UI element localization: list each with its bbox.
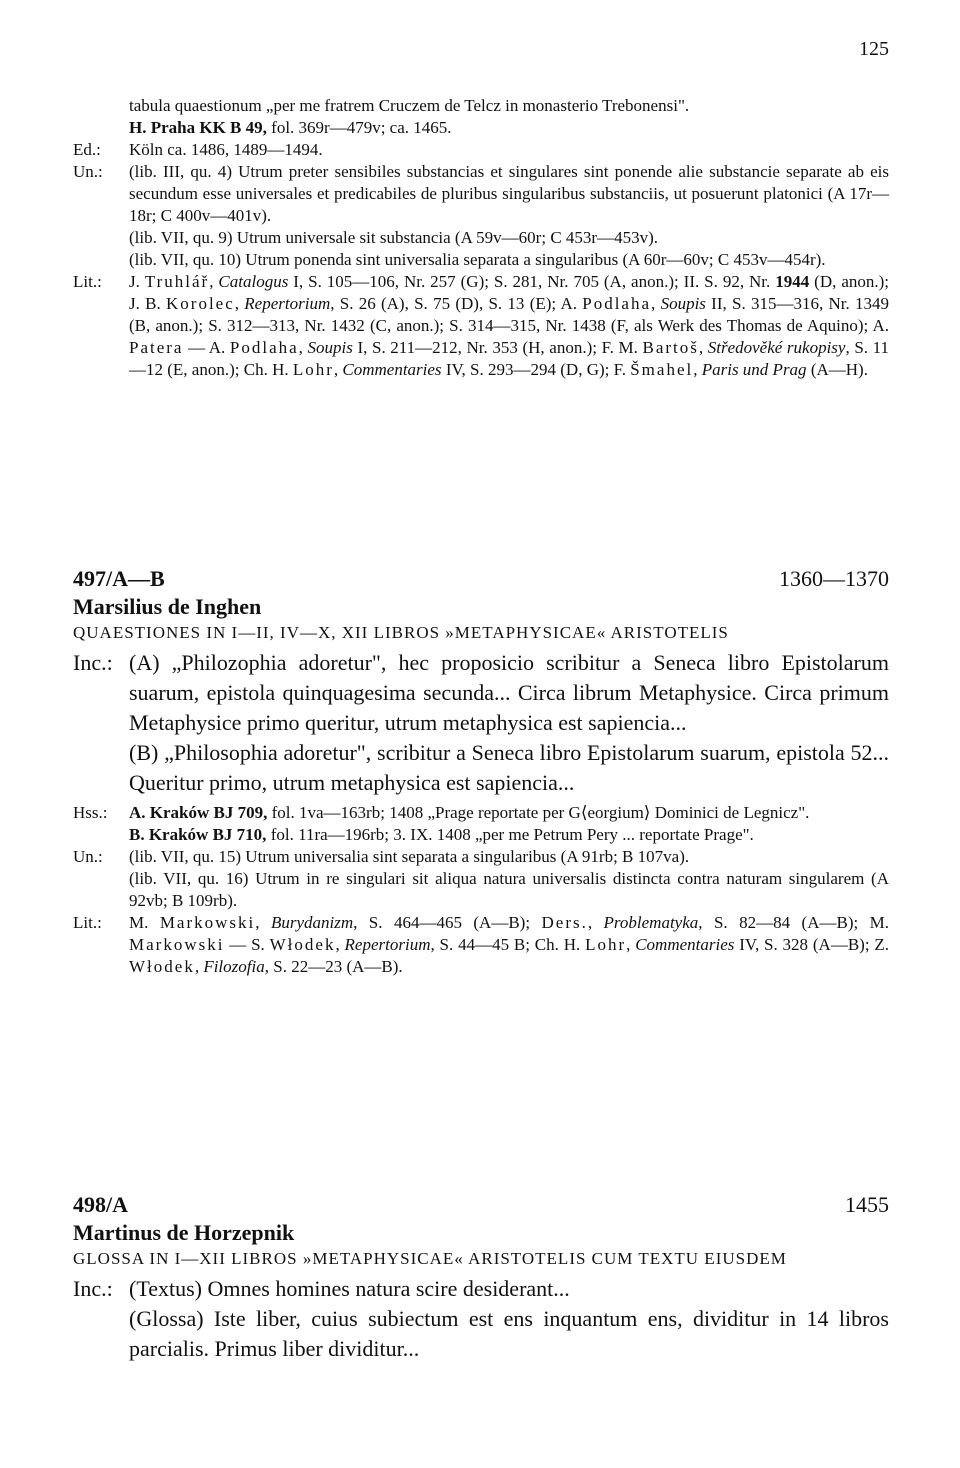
question-item: (lib. VII, qu. 10) Utrum ponenda sint universalia separata a singularibus (A 60r—60v; C 453v—454r). xyxy=(129,250,826,269)
manuscript-line: B. Kraków BJ 710, fol. 11ra—196rb; 3. IX. 1408 „per me Petrum Pery ... reportate Prage". xyxy=(129,825,754,844)
entry-years: 1455 xyxy=(845,1192,889,1217)
entry-header xyxy=(73,1192,889,1220)
incipit-text: (A) „Philozophia adoretur", hec proposicio scribitur a Seneca libro Epistolarum suarum, epistola quinquagesima secunda... Circa librum Metaphysice. Circa primum Metaphysice primo queritur, utrum metaphysica est sapiencia... xyxy=(129,650,889,735)
entry-number: 498/A xyxy=(73,1192,128,1217)
question-item: (lib. VII, qu. 16) Utrum in re singulari sit aliqua natura universalis distincta contra naturam singularem (A 92vb; B 109rb). xyxy=(129,869,889,910)
inc-label: Inc.: xyxy=(73,650,113,675)
incipit-text: (Textus) Omnes homines natura scire desiderant... xyxy=(129,1276,570,1301)
lit-label: Lit.: xyxy=(73,913,102,932)
edition-text: Köln ca. 1486, 1489—1494. xyxy=(129,140,323,159)
un-label: Un.: xyxy=(73,162,103,181)
ed-label: Ed.: xyxy=(73,140,101,159)
entry-years: 1360—1370 xyxy=(779,566,889,591)
previous-entry-continuation xyxy=(73,95,889,381)
literature-text: J. Truhlář, Catalogus I, S. 105—106, Nr. 257 (G); S. 281, Nr. 705 (A, anon.); II. S. 92, Nr. 1944 (D, anon.); J. B. Korolec, Repertorium, S. 26 (A), S. 75 (D), S. 13 (E); A. Podlaha, Soupis II, S. 315—316, Nr. 1349 (B, anon.); S. 312—313, Nr. 1432 (C, anon.); S. 314—315, Nr. 1438 (F, als Werk des Thomas de Aquino); A. Patera — A. Podlaha, Soupis I, S. 211—212, Nr. 353 (H, anon.); F. M. Bartoš, Středověké rukopisy, S. 11—12 (E, anon.); Ch. H. Lohr, Commentaries IV, S. 293—294 (D, G); F. Šmahel, Paris und Prag (A—H). xyxy=(129,272,890,379)
entry-497 xyxy=(73,566,889,978)
intro-text: tabula quaestionum „per me fratrem Cruczem de Telcz in monasterio Trebonensi". xyxy=(129,96,690,115)
question-item: (lib. VII, qu. 15) Utrum universalia sint separata a singularibus (A 91rb; B 107va). xyxy=(129,847,690,866)
entry-author: Martinus de Horzepnik xyxy=(73,1220,295,1245)
page-number: 125 xyxy=(859,38,889,60)
manuscript-line: H. Praha KK B 49, fol. 369r—479v; ca. 1465. xyxy=(129,118,452,137)
literature-text: M. Markowski, Burydanizm, S. 464—465 (A—B); Ders., Problematyka, S. 82—84 (A—B); M. Markowski — S. Włodek, Repertorium, S. 44—45 B; Ch. H. Lohr, Commentaries IV, S. 328 (A—B); Z. Włodek, Filozofia, S. 22—23 (A—B). xyxy=(129,913,890,976)
question-item: (lib. VII, qu. 9) Utrum universale sit substancia (A 59v—60r; C 453r—453v). xyxy=(129,228,658,247)
entry-header xyxy=(73,566,889,594)
entry-work-title: QUAESTIONES IN I—II, IV—X, XII LIBROS »METAPHYSICAE« ARISTOTELIS xyxy=(73,623,729,642)
inc-label: Inc.: xyxy=(73,1276,113,1301)
un-label: Un.: xyxy=(73,847,103,866)
entry-number: 497/A—B xyxy=(73,566,165,591)
entry-author: Marsilius de Inghen xyxy=(73,594,262,619)
incipit-text: (B) „Philosophia adoretur", scribitur a Seneca libro Epistolarum suarum, epistola 52... Queritur primo, utrum metaphysica est sapiencia... xyxy=(129,740,889,795)
lit-label: Lit.: xyxy=(73,272,102,291)
question-item: (lib. III, qu. 4) Utrum preter sensibiles substancias et singulares sint ponende alie substancie separate ab eis secundum esse universales et predicabiles de pluribus singularibus substanciis, ut posuerunt platonici (A 17r—18r; C 400v—401v). xyxy=(129,162,889,225)
entry-work-title: GLOSSA IN I—XII LIBROS »METAPHYSICAE« ARISTOTELIS CUM TEXTU EIUSDEM xyxy=(73,1249,787,1268)
manuscript-line: A. Kraków BJ 709, fol. 1va—163rb; 1408 „Prage reportate per G⟨eorgium⟩ Dominici de Legnicz". xyxy=(129,803,810,822)
incipit-text: (Glossa) Iste liber, cuius subiectum est ens inquantum ens, dividitur in 14 libros parcialis. Primus liber dividitur... xyxy=(129,1306,889,1361)
hss-label: Hss.: xyxy=(73,803,108,822)
entry-498 xyxy=(73,1192,889,1364)
